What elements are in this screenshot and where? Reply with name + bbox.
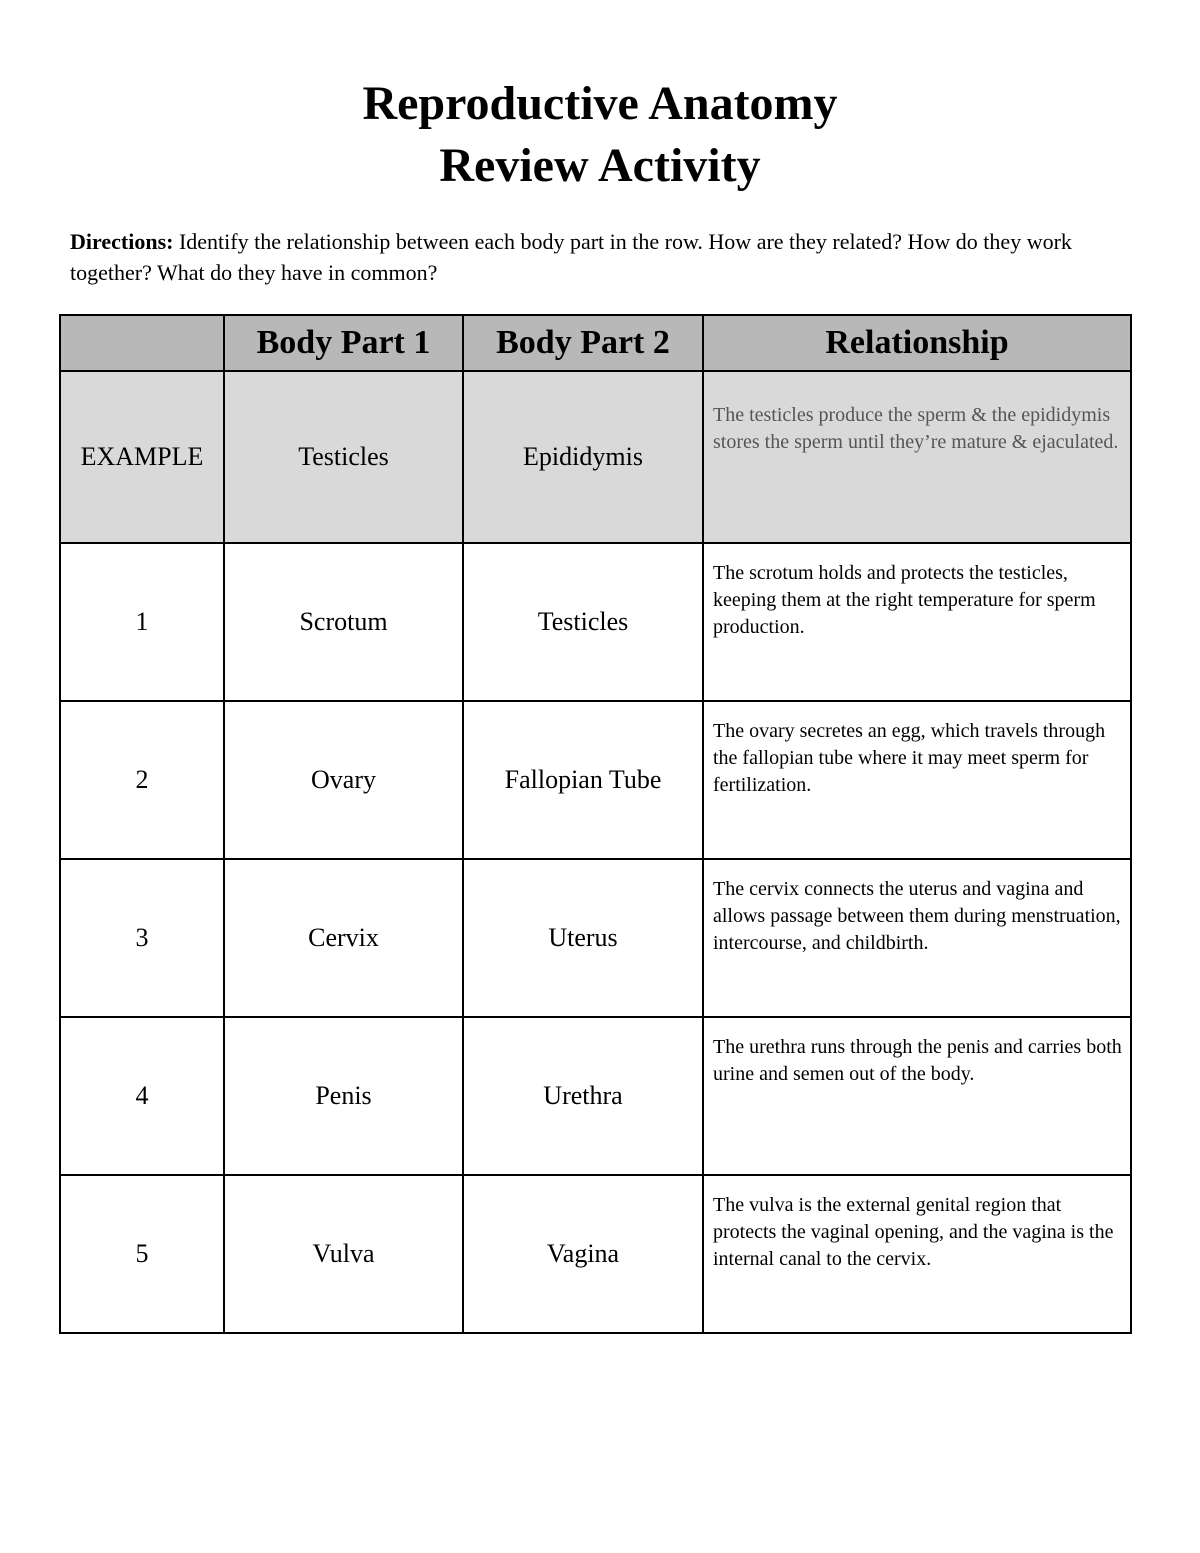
body-part-1-cell: Cervix [224,859,463,1017]
header-body-part-2: Body Part 2 [463,315,703,371]
relationship-cell[interactable]: The urethra runs through the penis and carries both urine and semen out of the body. [703,1017,1131,1175]
table-row [60,701,1131,859]
row-label: 5 [60,1175,224,1333]
row-label: 4 [60,1017,224,1175]
body-part-2-cell: Fallopian Tube [463,701,703,859]
page-title-line-2: Review Activity [439,139,761,192]
body-part-2-cell: Testicles [463,543,703,701]
row-label: EXAMPLE [60,371,224,543]
body-part-1-cell: Ovary [224,701,463,859]
header-row-label [60,315,224,371]
row-label: 2 [60,701,224,859]
body-part-1-cell: Scrotum [224,543,463,701]
body-part-2-cell: Vagina [463,1175,703,1333]
table-row [60,1175,1131,1333]
body-part-1-cell: Testicles [224,371,463,543]
page-title-line-1: Reproductive Anatomy [362,77,838,130]
body-part-1-cell: Penis [224,1017,463,1175]
table-row [60,859,1131,1017]
table-row [60,1017,1131,1175]
body-part-2-cell: Urethra [463,1017,703,1175]
header-body-part-1: Body Part 1 [224,315,463,371]
relationship-cell[interactable]: The ovary secretes an egg, which travels through the fallopian tube where it may meet sperm for fertilization. [703,701,1131,859]
relationship-cell: The testicles produce the sperm & the epididymis stores the sperm until they’re mature & ejaculated. [703,371,1131,543]
row-label: 3 [60,859,224,1017]
directions [70,226,1140,288]
table-row [60,543,1131,701]
body-part-1-cell: Vulva [224,1175,463,1333]
table-header-row [60,315,1131,371]
row-label: 1 [60,543,224,701]
directions-text: Identify the relationship between each body part in the row. How are they related? How do they work together? What do they have in common? [70,229,1072,285]
directions-label: Directions: [70,229,174,254]
relationship-cell[interactable]: The scrotum holds and protects the testicles, keeping them at the right temperature for sperm production. [703,543,1131,701]
review-table [59,314,1132,1334]
header-relationship: Relationship [703,315,1131,371]
body-part-2-cell: Uterus [463,859,703,1017]
table-row-example [60,371,1131,543]
relationship-cell[interactable]: The vulva is the external genital region that protects the vaginal opening, and the vagina is the internal canal to the cervix. [703,1175,1131,1333]
body-part-2-cell: Epididymis [463,371,703,543]
relationship-cell[interactable]: The cervix connects the uterus and vagina and allows passage between them during menstruation, intercourse, and childbirth. [703,859,1131,1017]
